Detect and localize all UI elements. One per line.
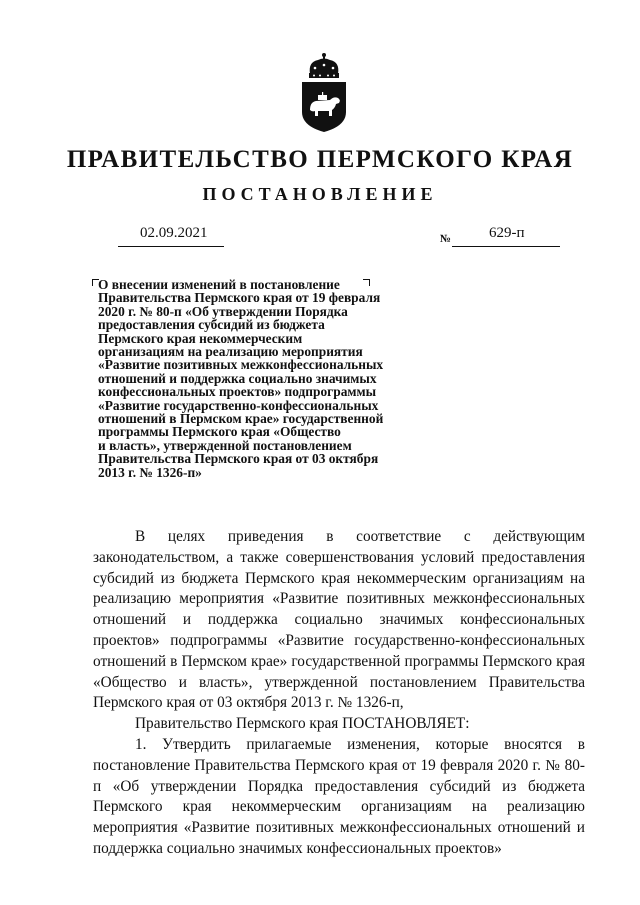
document-date: 02.09.2021 <box>140 225 208 241</box>
date-underline <box>118 246 224 247</box>
document-body <box>93 527 585 860</box>
subject-line: предоставления субсидий из бюджета <box>98 317 325 333</box>
government-title: ПРАВИТЕЛЬСТВО ПЕРМСКОГО КРАЯ <box>66 146 574 173</box>
body-paragraph-preamble: В целях приведения в соответствие с действующим законодательством, а также совершенствования условий предоставления субсидий из бюджета Пермского края некоммерческим организациям на реализацию мероприятия «Развитие позитивных межконфессиональных отношений и поддержка социально значимых конфессиональных проектов» подпрограммы «Развитие государственно-конфессиональных отношений в Пермском крае» государственной программы Пермского края «Общество и власть», утвержденной постановлением Правительства Пермского края от 03 октября 2013 г. № 1326-п, <box>93 528 585 712</box>
subject-line: 2013 г. № 1326-п» <box>98 464 202 480</box>
body-paragraph-item-1: 1. Утвердить прилагаемые изменения, которые вносятся в постановление Правительства Пермского края от 19 февраля 2020 г. № 80-п «Об утверждении Порядка предоставления субсидий из бюджета Пермского края некоммерческим организациям на реализацию мероприятия «Развитие позитивных межконфессиональных отношений и поддержка социально значимых конфессиональных проектов» <box>93 735 585 857</box>
subject-line: отношений в Пермском крае» государственной <box>98 411 384 427</box>
subject-line: Правительства Пермского края от 19 февраля <box>98 290 381 306</box>
document-subject <box>98 278 428 479</box>
subject-line: «Развитие государственно-конфессиональных <box>98 397 379 413</box>
subject-line: программы Пермского края «Общество <box>98 424 341 440</box>
number-underline <box>452 246 560 247</box>
document-type: ПОСТАНОВЛЕНИЕ <box>202 184 438 204</box>
subject-line: организациям на реализацию мероприятия <box>98 344 363 360</box>
perm-krai-coat-of-arms-icon <box>296 52 352 134</box>
subject-line: отношений и поддержка социально значимых <box>98 370 377 386</box>
subject-line: конфессиональных проектов» подпрограммы <box>98 384 377 400</box>
subject-line: Пермского края некоммерческим <box>98 330 303 346</box>
subject-line: и власть», утвержденной постановлением <box>98 437 352 453</box>
body-paragraph-resolves: Правительство Пермского края ПОСТАНОВЛЯЕТ: <box>135 715 470 733</box>
subject-line: О внесении изменений в постановление <box>98 277 340 292</box>
document-number: 629-п <box>489 225 525 241</box>
subject-line: Правительства Пермского края от 03 октября <box>98 451 379 467</box>
subject-line: «Развитие позитивных межконфессиональных <box>98 357 384 373</box>
number-sign: № <box>440 233 452 245</box>
subject-line: 2020 г. № 80-п «Об утверждении Порядка <box>98 303 348 319</box>
